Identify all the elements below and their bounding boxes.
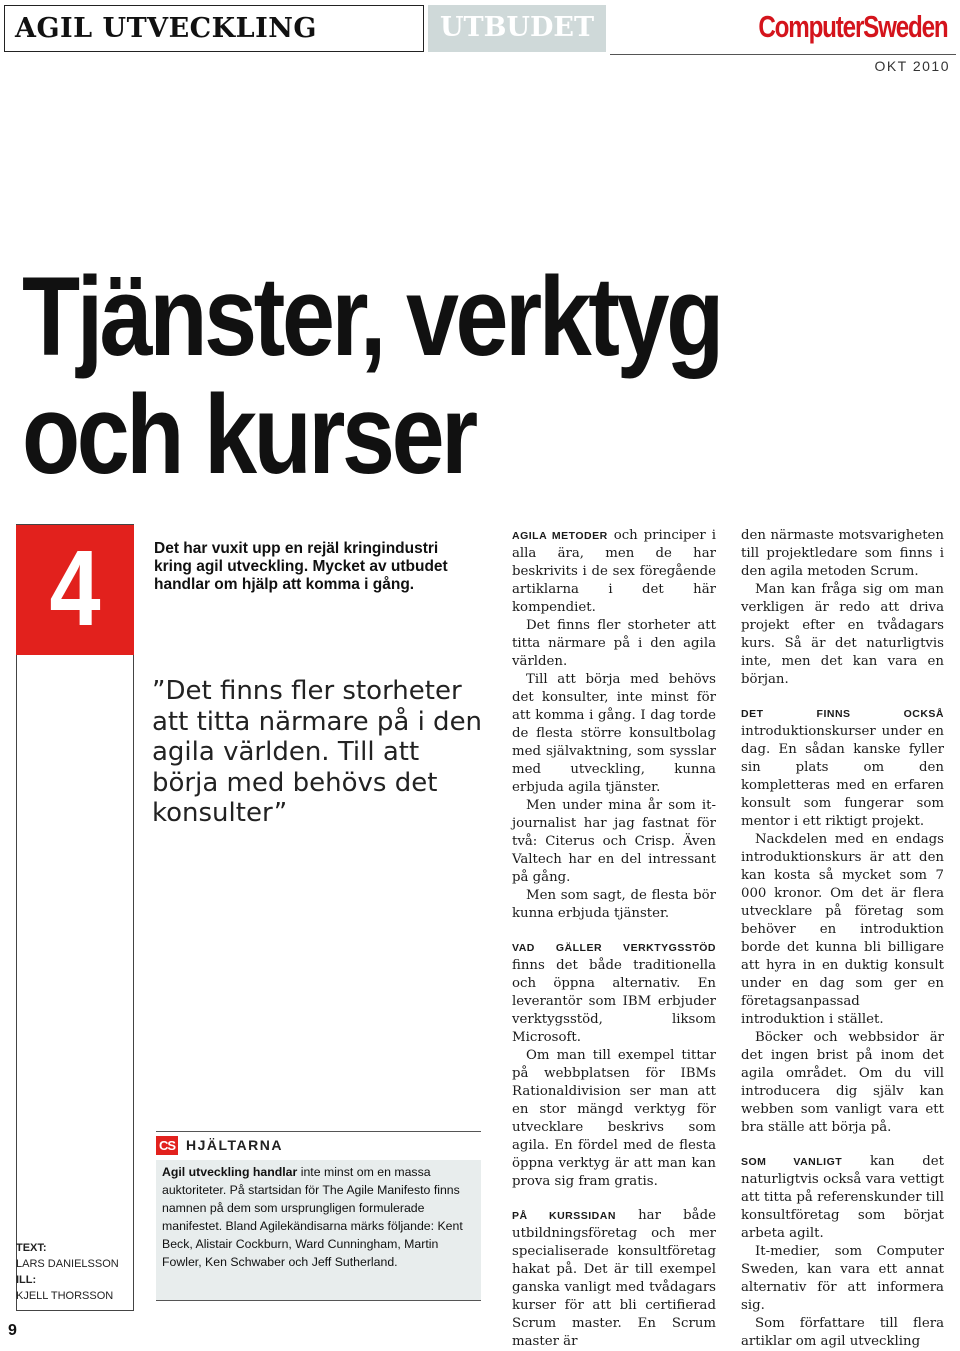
page-number: 9 — [8, 1322, 17, 1339]
issue-date: OKT 2010 — [874, 58, 950, 74]
paragraph — [741, 1153, 944, 1243]
paragraph-text: har både utbildningsföretag och mer specialiserade konsultföretag hakat på. Det är till exempel ganska vanligt med tvådagars kurser för att bli certifierad Scrum master. En Scrum master är — [512, 1208, 716, 1349]
article-number: 4 — [49, 527, 101, 648]
paragraph — [512, 527, 716, 617]
paragraph: Om man till exempel tittar på webbplatsen för IBMs Rationaldivision ser man att en stor mängd verktyg för utvecklare beskrivs som agila. En fördel med de flesta öppna verktyg är att man kan prova sig fram gratis. — [512, 1048, 716, 1189]
kicker: VAD GÄLLER VERKTYGSSTÖD — [512, 942, 716, 954]
fact-box-body: inte minst om en massa auktoriteter. På startsidan för The Agile Manifesto finns namnen på dem som ursprungligen formulerade manifestet. Bland Agilekändisarna märks följande: Kent Beck, Alistair Cockburn, Ward Cunningham, Martin Fowler, Ken Schwaber och Jeff Sutherland. — [162, 1165, 463, 1269]
paragraph: Som författare till flera artiklar om agil utveckling — [741, 1316, 944, 1349]
kicker: SOM VANLIGT — [741, 1156, 843, 1168]
byline-credits — [16, 1240, 134, 1304]
section-tag: UTBUDET — [439, 12, 595, 43]
fact-box-heading: HJÄLTARNA — [186, 1137, 283, 1153]
paragraph: Till att börja med behövs det konsulter, inte minst för att komma i gång. I dag torde de flesta större konsultbolag med självaktning, som sysslar med utveckling, kunna erbjuda agila tjänster. — [512, 672, 716, 795]
paragraph — [512, 939, 716, 1047]
article-number-box — [16, 525, 134, 655]
section-header — [4, 5, 424, 52]
paragraph-text: finns det både traditionella och öppna alternativ. En leverantör som IBM erbjuder verktygsstöd, liksom Microsoft. — [512, 958, 716, 1045]
credit-text-name: LARS DANIELSSON — [16, 1258, 119, 1270]
paragraph: Men som sagt, de flesta bör kunna erbjuda tjänster. — [512, 888, 716, 921]
paragraph-text: och principer i alla ära, men de har beskrivits i de sex föregående artiklarna i det här kompendiet. — [512, 528, 716, 615]
publication-logo: ComputerSweden — [758, 9, 948, 44]
body-column-2 — [741, 527, 944, 1351]
article-headline — [22, 254, 721, 497]
section-title: AGIL UTVECKLING — [15, 13, 317, 44]
paragraph: den närmaste motsvarigheten till projektledare som finns i den agila metoden Scrum. — [741, 528, 944, 579]
header-rule — [610, 54, 956, 55]
body-column-1 — [512, 527, 716, 1351]
paragraph: It-medier, som Computer Sweden, kan vara ett annat alternativ för att informera sig. — [741, 1244, 944, 1313]
kicker: PÅ KURSSIDAN — [512, 1210, 616, 1222]
paragraph — [512, 1207, 716, 1351]
paragraph-text: kan det naturligtvis också vara vettigt att titta på referenskunder till konsultföretag som börjat arbeta agilt. — [741, 1154, 944, 1241]
fact-box-text — [162, 1163, 476, 1271]
paragraph: Men under mina år som it-journalist har jag fastnat för två: Citerus och Crisp. Även Valtech har en del intressant på gång. — [512, 798, 716, 885]
paragraph: Det finns fler storheter att titta närmare på i den agila världen. — [512, 618, 716, 669]
paragraph-text: introduktionskurser under en dag. En sådan kanske fyller sin plats om den kompletteras med en erfaren konsult som fungerar som mentor i ett riktigt projekt. — [741, 724, 944, 829]
cs-logo-icon: CS — [156, 1136, 178, 1155]
headline-line-1: Tjänster, verktyg — [22, 254, 721, 379]
kicker: DET FINNS OCKSÅ — [741, 708, 944, 720]
kicker: AGILA METODER — [512, 530, 608, 542]
bottom-rule — [16, 1310, 134, 1311]
pull-quote: ”Det finns fler storheter att titta närmare på i den agila världen. Till att börja med behövs det konsulter” — [152, 676, 483, 828]
credit-text-label: TEXT: — [16, 1242, 47, 1254]
fact-box-bottom-rule — [156, 1300, 481, 1301]
headline-line-2: och kurser — [22, 372, 475, 497]
section-tag-box — [428, 5, 606, 52]
paragraph: Böcker och webbsidor är det ingen brist på inom det agila området. Om du vill introducera dig själv kan webben som vanligt vara ett bra ställe att börja på. — [741, 1030, 944, 1135]
credit-ill-name: KJELL THORSSON — [16, 1290, 114, 1302]
paragraph: Man kan fråga sig om man verkligen är redo att driva projekt efter en tvådagars kurs. Så är det naturligtvis inte, men det kan vara en början. — [741, 582, 944, 687]
credit-ill-label: ILL: — [16, 1274, 37, 1286]
article-ingress: Det har vuxit upp en rejäl kringindustri kring agil utveckling. Mycket av utbudet handlar om hjälp att komma i gång. — [154, 540, 448, 593]
paragraph: Nackdelen med en endags introduktionskurs är att den kan kosta så mycket som 7 000 kronor. Om det är flera utvecklare på företag som behöver en introduktion borde det kunna bli billigare att hyra in en duktig konsult under en dag som ger en företagsanpassad introduktion i stället. — [741, 832, 944, 1027]
paragraph — [741, 705, 944, 831]
fact-box-lead: Agil utveckling handlar — [162, 1165, 298, 1179]
fact-box-top-rule — [156, 1131, 481, 1132]
